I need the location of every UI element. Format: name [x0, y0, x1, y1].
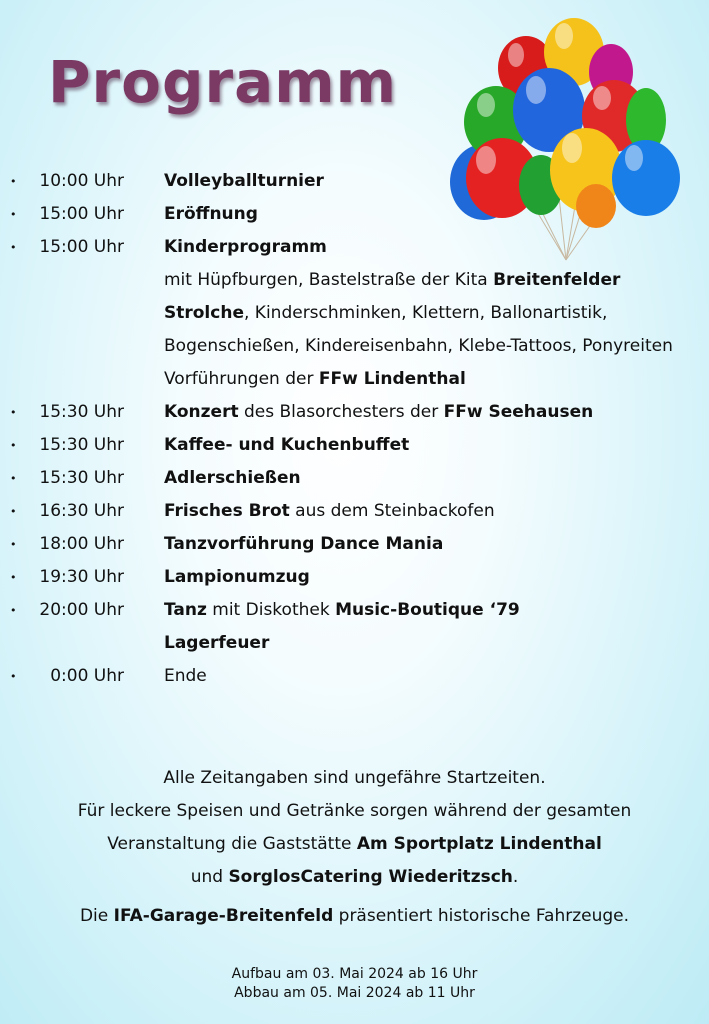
schedule-row	[0, 231, 709, 264]
kinderprogramm-details: mit Hüpfburgen, Bastelstraße der Kita Breitenfelder Strolche, Kinderschminken, Klettern, Ballonartistik, Bogenschießen, Kindereisenbahn, Klebe-Tattoos, Ponyreiten	[164, 270, 673, 356]
event-time: 15:30 Uhr	[39, 435, 124, 455]
bullet-icon: •	[10, 175, 17, 188]
ifa-note: Die IFA-Garage-Breitenfeld präsentiert historische Fahrzeuge.	[79, 906, 630, 926]
schedule-row	[0, 660, 709, 693]
event-title: Volleyballturnier	[164, 171, 324, 191]
footer-line: Für leckere Speisen und Getränke sorgen während der gesamten	[77, 801, 632, 821]
bullet-icon: •	[10, 406, 17, 419]
footer-line: Alle Zeitangaben sind ungefähre Startzeiten.	[163, 768, 546, 788]
bullet-icon: •	[10, 538, 17, 551]
schedule-row	[0, 165, 709, 198]
bullet-icon: •	[10, 472, 17, 485]
event-time: 0:00 Uhr	[50, 666, 124, 686]
event-title: Adlerschießen	[164, 468, 301, 488]
event-title: Konzert des Blasorchesters der FFw Seehausen	[164, 402, 594, 422]
bullet-icon: •	[10, 241, 17, 254]
event-title: Kaffee- und Kuchenbuffet	[164, 435, 410, 455]
lagerfeuer: Lagerfeuer	[164, 633, 270, 653]
event-title: Frisches Brot aus dem Steinbackofen	[164, 501, 495, 521]
event-time: 15:00 Uhr	[39, 204, 124, 224]
schedule-row	[0, 198, 709, 231]
event-title: Tanz mit Diskothek Music-Boutique ‘79	[164, 600, 520, 620]
schedule	[0, 165, 709, 693]
footer-line: Veranstaltung die Gaststätte Am Sportplatz Lindenthal	[107, 834, 602, 854]
event-time: 15:00 Uhr	[39, 237, 124, 257]
bullet-icon: •	[10, 571, 17, 584]
kinderprogramm-ffw: Vorführungen der FFw Lindenthal	[164, 369, 466, 389]
event-time: 18:00 Uhr	[39, 534, 124, 554]
event-time: 10:00 Uhr	[39, 171, 124, 191]
bullet-icon: •	[10, 670, 17, 683]
schedule-row	[0, 462, 709, 495]
event-title: Ende	[164, 666, 207, 686]
bullet-icon: •	[10, 604, 17, 617]
abbau-text: Abbau am 05. Mai 2024 ab 11 Uhr	[234, 985, 475, 1001]
event-title: Eröffnung	[164, 204, 258, 224]
event-time: 15:30 Uhr	[39, 402, 124, 422]
build-info	[0, 965, 709, 1003]
footer-line: und SorglosCatering Wiederitzsch.	[190, 867, 519, 887]
aufbau-text: Aufbau am 03. Mai 2024 ab 16 Uhr	[231, 966, 478, 982]
event-title: Lampionumzug	[164, 567, 310, 587]
event-time: 15:30 Uhr	[39, 468, 124, 488]
bullet-icon: •	[10, 505, 17, 518]
footer-info	[0, 762, 709, 894]
schedule-row	[0, 429, 709, 462]
event-title: Tanzvorführung Dance Mania	[164, 534, 444, 554]
page-title: Programm	[48, 48, 398, 116]
schedule-row	[0, 528, 709, 561]
event-time: 20:00 Uhr	[39, 600, 124, 620]
schedule-row	[0, 396, 709, 429]
schedule-row	[0, 594, 709, 627]
bullet-icon: •	[10, 208, 17, 221]
bullet-icon: •	[10, 439, 17, 452]
schedule-row	[0, 561, 709, 594]
schedule-row	[0, 495, 709, 528]
event-time: 16:30 Uhr	[39, 501, 124, 521]
event-time: 19:30 Uhr	[39, 567, 124, 587]
event-title: Kinderprogramm	[164, 237, 327, 257]
